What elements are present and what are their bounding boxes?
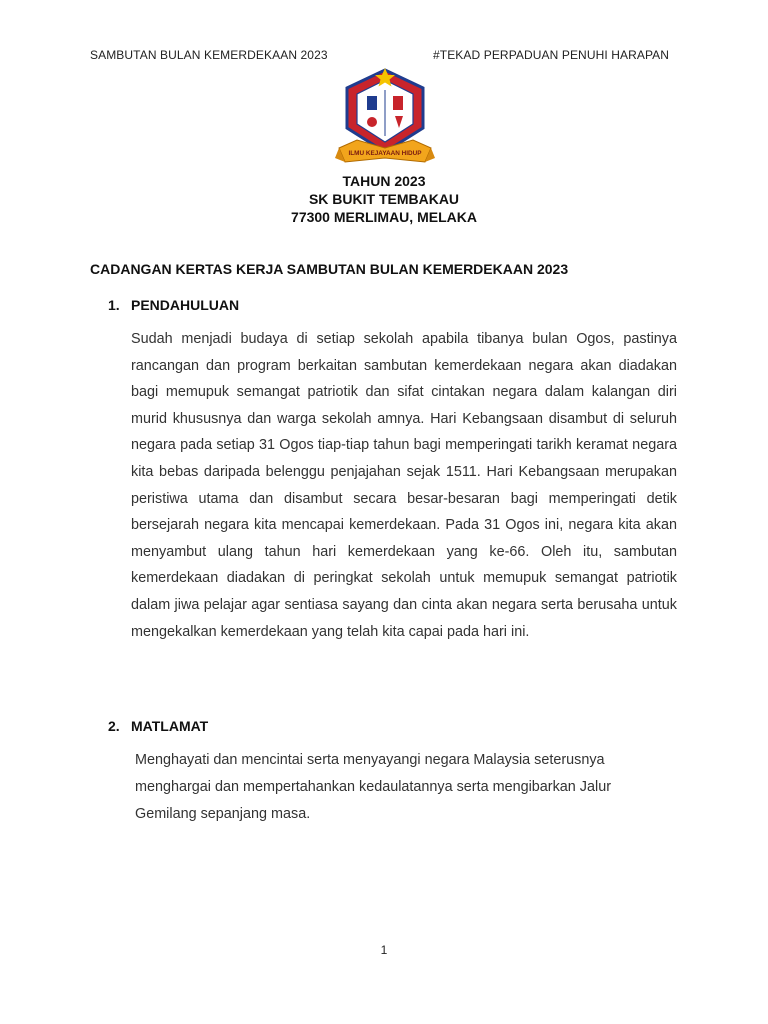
matlamat-paragraph [135,747,655,828]
paragraph-line: menghargai dan mempertahankan kedaulatannya serta mengibarkan Jalur [135,779,611,795]
document-title: CADANGAN KERTAS KERJA SAMBUTAN BULAN KEMERDEKAAN 2023 [90,261,569,277]
section-heading-matlamat [108,718,208,734]
pendahuluan-paragraph: Sudah menjadi budaya di setiap sekolah apabila tibanya bulan Ogos, pastinya rancangan dan program berkaitan sambutan kemerdekaan negara akan diadakan bagi memupuk semangat patriotik dan sifat cintakan negara dalam kalangan diri murid khususnya dan warga sekolah amnya. Hari Kebangsaan disambut di seluruh negara pada setiap 31 Ogos tiap-tiap tahun bagi memperingati tarikh keramat negara kita bebas daripada belenggu penjajahan sejak 1511. Hari Kebangsaan merupakan peristiwa utama dan disambut secara besar-besaran bagi memperingati detik bersejarah negara kita mencapai kemerdekaan. Pada 31 Ogos ini, negara kita akan menyambut ulang tahun hari kemerdekaan yang ke-66. Oleh itu, sambutan kemerdekaan diadakan di peringkat sekolah untuk memupuk semangat patriotik dalam jiwa pelajar agar sentiasa sayang dan cinta akan negara serta berusaha untuk mengekalkan kemerdekaan yang telah kita capai pada hari ini. [131,331,677,640]
school-address: 77300 MERLIMAU, MELAKA [291,209,477,225]
logo-motto: ILMU KEJAYAAN HIDUP [348,150,422,157]
page-header-left: SAMBUTAN BULAN KEMERDEKAAN 2023 [90,48,328,62]
section-heading-pendahuluan [108,297,239,313]
section-number: 2. [108,718,120,734]
section-title: PENDAHULUAN [131,297,240,313]
page-header-right: #TEKAD PERPADUAN PENUHI HARAPAN [433,48,670,62]
page-number: 1 [380,943,388,957]
school-logo [335,66,435,170]
paragraph-line: Menghayati dan mencintai serta menyayangi negara Malaysia seterusnya [135,752,605,768]
school-info [0,172,768,226]
paragraph-line: Gemilang sepanjang masa. [135,806,311,822]
school-name: SK BUKIT TEMBAKAU [308,191,460,207]
section-title: MATLAMAT [131,718,209,734]
school-year: TAHUN 2023 [342,173,426,189]
section-number: 1. [108,297,120,313]
